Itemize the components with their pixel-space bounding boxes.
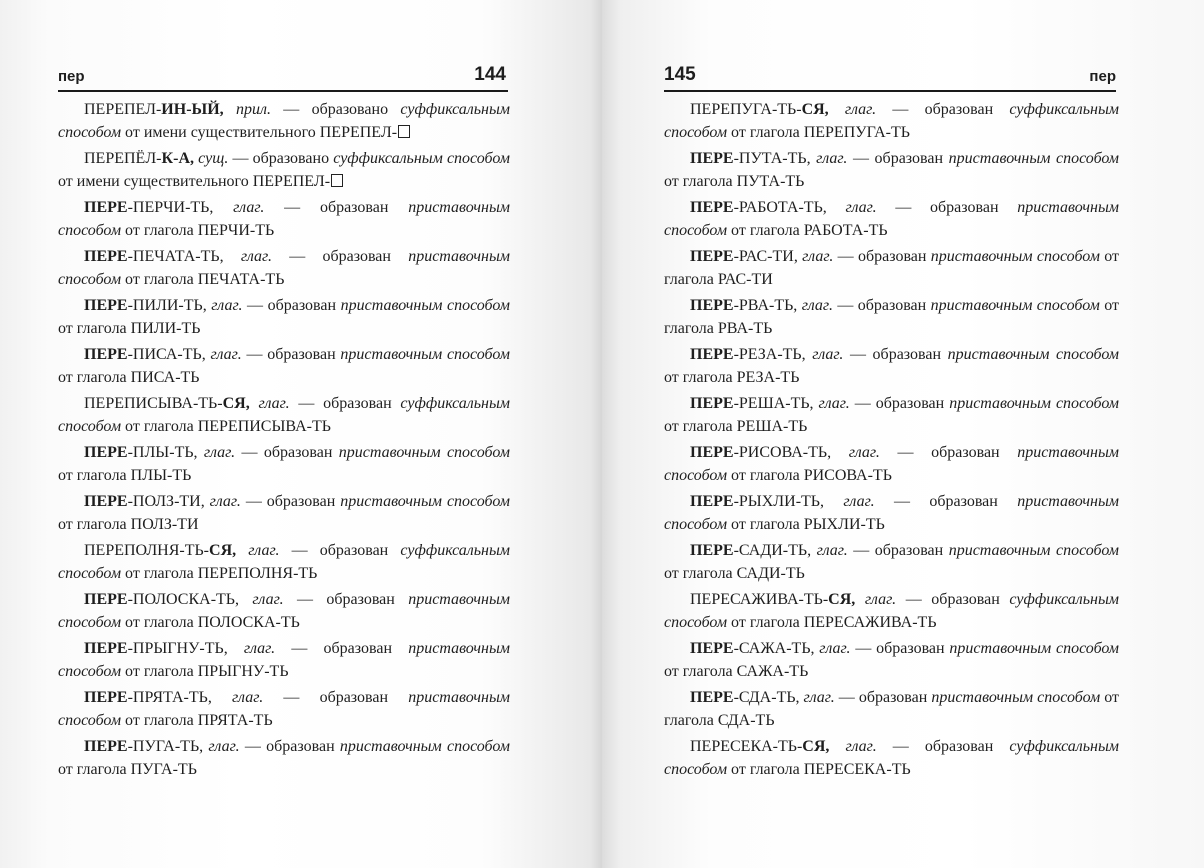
entry-italic-part: глаг. [243, 640, 276, 657]
entry-bold-part: ПЕРЕ [690, 395, 734, 412]
entry-text: -ПРЫГНУ-ТЬ, [127, 640, 244, 657]
dictionary-entry [664, 98, 1119, 144]
entry-text: — образован [263, 689, 409, 706]
entry-text: -РИСОВА-ТЬ, [733, 444, 849, 461]
entry-italic-part: приставочным способом [340, 297, 510, 314]
dictionary-entry [58, 147, 510, 193]
entry-list [58, 98, 510, 784]
entry-bold-part: ПЕРЕ [84, 444, 128, 461]
entry-text: — образован [850, 640, 950, 657]
entry-italic-part: глаг. [233, 199, 265, 216]
running-header [58, 62, 508, 92]
entry-text: от глагола ПЕРЕСАЖИВА-ТЬ [727, 614, 937, 631]
entry-text: — образован [241, 346, 341, 363]
entry-text: ПЕРЕПЁЛ- [84, 150, 162, 167]
entry-text: -ПУГА-ТЬ, [127, 738, 209, 755]
entry-italic-part: глаг. [248, 542, 280, 559]
dictionary-entry [58, 294, 510, 340]
entry-bold-part: ПЕРЕ [84, 640, 128, 657]
dictionary-entry [664, 343, 1119, 389]
entry-italic-part: глаг. [845, 738, 877, 755]
entry-text: — образован [240, 493, 341, 510]
entry-text: от глагола ПУТА-ТЬ [664, 173, 805, 190]
entry-list [664, 98, 1119, 784]
dictionary-entry [58, 98, 510, 144]
entry-italic-part: глаг. [203, 444, 236, 461]
entry-text: от глагола ПОЛОСКА-ТЬ [121, 614, 300, 631]
dictionary-entry [58, 490, 510, 536]
entry-text: — образован [876, 738, 1010, 755]
entry-text: от глагола ПУГА-ТЬ [58, 761, 197, 778]
entry-text: ПЕРЕПУГА-ТЬ- [690, 101, 802, 118]
entry-text: -ПОЛОСКА-ТЬ, [127, 591, 253, 608]
entry-italic-part: приставочным способом [338, 444, 510, 461]
dictionary-entry [58, 588, 510, 634]
dictionary-entry [664, 490, 1119, 536]
entry-italic-part: глаг. [208, 738, 240, 755]
entry-text: — образовано [228, 150, 334, 167]
entry-text: — образован [283, 591, 409, 608]
entry-text: — образован [235, 444, 339, 461]
right-page [602, 0, 1204, 868]
entry-text: от глагола РВА-ТЬ [664, 297, 1119, 337]
entry-bold-part: ПЕРЕ [84, 738, 128, 755]
entry-text: от глагола РЕЗА-ТЬ [664, 369, 800, 386]
entry-italic-part: глаг. [802, 248, 834, 265]
entry-text: — образован [876, 199, 1018, 216]
entry-italic-part: приставочным способом [58, 640, 510, 680]
entry-bold-part: ПЕРЕ [690, 444, 734, 461]
entry-italic-part: приставочным способом [58, 689, 510, 729]
entry-italic-part: приставочным способом [948, 150, 1119, 167]
entry-text: -ПРЯТА-ТЬ, [127, 689, 232, 706]
entry-text [236, 542, 248, 559]
entry-text: от глагола РЫХЛИ-ТЬ [727, 516, 885, 533]
entry-bold-part: ПЕРЕ [690, 493, 734, 510]
entry-text: — образован [272, 248, 409, 265]
entry-italic-part: приставочным способом [948, 542, 1119, 559]
entry-italic-part: приставочным способом [949, 395, 1119, 412]
entry-italic-part: приставочным способом [58, 248, 510, 288]
dictionary-entry [58, 735, 510, 781]
dictionary-entry [664, 637, 1119, 683]
entry-italic-part: приставочным способом [664, 493, 1119, 533]
dictionary-entry [58, 343, 510, 389]
entry-text: -ПИЛИ-ТЬ, [127, 297, 212, 314]
entry-text: от глагола ПИСА-ТЬ [58, 369, 200, 386]
entry-bold-part: ПЕРЕ [690, 297, 734, 314]
entry-text: ПЕРЕПИСЫВА-ТЬ- [84, 395, 223, 412]
dictionary-entry [58, 637, 510, 683]
entry-text: от глагола ПЕЧАТА-ТЬ [121, 271, 285, 288]
dictionary-entry [664, 294, 1119, 340]
entry-text: ПЕРЕСАЖИВА-ТЬ- [690, 591, 829, 608]
entry-text: — образован [242, 297, 341, 314]
entry-italic-part: глаг. [818, 395, 850, 412]
entry-italic-part: приставочным способом [930, 248, 1100, 265]
entry-text: -СДА-ТЬ, [733, 689, 804, 706]
entry-bold-part: ИН-ЫЙ, [161, 101, 224, 118]
entry-text: — образован [847, 542, 949, 559]
entry-italic-part: глаг. [211, 297, 243, 314]
entry-text: от глагола РАБОТА-ТЬ [727, 222, 888, 239]
entry-text [855, 591, 865, 608]
entry-bold-part: ПЕРЕ [690, 346, 734, 363]
entry-text: -ПОЛЗ-ТИ, [127, 493, 210, 510]
entry-italic-part: сущ. [198, 150, 229, 167]
entry-text: -РЕЗА-ТЬ, [733, 346, 813, 363]
entry-italic-part: приставочным способом [58, 591, 510, 631]
entry-text: ПЕРЕПОЛНЯ-ТЬ- [84, 542, 210, 559]
entry-italic-part: суффиксальным способом [664, 101, 1119, 141]
entry-italic-part: приставочным способом [664, 199, 1119, 239]
entry-bold-part: ПЕРЕ [84, 591, 128, 608]
entry-italic-part: глаг. [801, 297, 833, 314]
entry-text: от глагола РЕША-ТЬ [664, 418, 808, 435]
entry-italic-part: приставочным способом [947, 346, 1119, 363]
entry-bold-part: ПЕРЕ [690, 248, 734, 265]
entry-text [829, 738, 845, 755]
entry-text: от глагола ПЕРЧИ-ТЬ [121, 222, 275, 239]
entry-text: — образован [834, 689, 932, 706]
header-word: пер [58, 68, 85, 85]
entry-bold-part: СЯ, [209, 542, 237, 559]
entry-text: ПЕРЕСЕКА-ТЬ- [690, 738, 803, 755]
dictionary-entry [58, 196, 510, 242]
entry-italic-part: глаг. [240, 248, 273, 265]
entry-text: -САДИ-ТЬ, [733, 542, 817, 559]
entry-italic-part: глаг. [845, 199, 877, 216]
entry-text: ПЕРЕПЕЛ- [84, 101, 162, 118]
entry-bold-part: К-А, [161, 150, 194, 167]
entry-italic-part: глаг. [258, 395, 290, 412]
entry-bold-part: ПЕРЕ [690, 150, 734, 167]
entry-italic-part: глаг. [843, 493, 875, 510]
entry-bold-part: ПЕРЕ [690, 542, 734, 559]
entry-text: от глагола РИСОВА-ТЬ [727, 467, 892, 484]
dictionary-entry [664, 147, 1119, 193]
entry-italic-part: суффиксальным способом [664, 591, 1119, 631]
entry-italic-part: приставочным способом [340, 346, 510, 363]
dictionary-entry [58, 392, 510, 438]
entry-text [829, 101, 845, 118]
entry-text: от глагола ПРЯТА-ТЬ [121, 712, 273, 729]
entry-italic-part: глаг. [803, 689, 835, 706]
entry-italic-part: глаг. [816, 542, 848, 559]
entry-text: -ПУТА-ТЬ, [733, 150, 817, 167]
entry-text: — образован [239, 738, 340, 755]
dictionary-entry [58, 686, 510, 732]
entry-text: — образован [879, 444, 1018, 461]
entry-text: — образован [874, 493, 1018, 510]
entry-bold-part: СЯ, [222, 395, 250, 412]
entry-text: -САЖА-ТЬ, [733, 640, 820, 657]
entry-bold-part: ПЕРЕ [690, 689, 734, 706]
entry-text: от глагола ПЕРЕПУГА-ТЬ [727, 124, 910, 141]
dictionary-entry [664, 539, 1119, 585]
entry-italic-part: глаг. [864, 591, 897, 608]
dictionary-entry [664, 588, 1119, 634]
entry-text: -РВА-ТЬ, [733, 297, 802, 314]
entry-italic-part: глаг. [252, 591, 284, 608]
entry-italic-part: суффиксальным способом [333, 150, 510, 167]
entry-text: от глагола ПИЛИ-ТЬ [58, 320, 201, 337]
null-suffix-box [398, 125, 410, 138]
entry-text: -ПИСА-ТЬ, [127, 346, 211, 363]
entry-text: от глагола ПОЛЗ-ТИ [58, 516, 199, 533]
entry-bold-part: СЯ, [801, 101, 829, 118]
dictionary-entry [664, 735, 1119, 781]
entry-text [224, 101, 236, 118]
page-number: 144 [474, 64, 506, 85]
entry-text: от глагола ПЕРЕПИСЫВА-ТЬ [121, 418, 331, 435]
entry-italic-part: приставочным способом [930, 297, 1100, 314]
entry-italic-part: глаг. [816, 150, 848, 167]
entry-text: от имени существительного ПЕРЕПЕЛ- [121, 124, 398, 141]
entry-bold-part: ПЕРЕ [690, 199, 734, 216]
entry-text: от имени существительного ПЕРЕПЕЛ- [58, 173, 331, 190]
entry-italic-part: глаг. [232, 689, 264, 706]
entry-text: -РАБОТА-ТЬ, [733, 199, 846, 216]
entry-text: от глагола ПЛЫ-ТЬ [58, 467, 192, 484]
entry-bold-part: СЯ, [828, 591, 856, 608]
entry-text: -РЕША-ТЬ, [733, 395, 819, 412]
entry-text: — образован [876, 101, 1010, 118]
dictionary-entry [58, 539, 510, 585]
entry-text: — образовано [270, 101, 401, 118]
entry-text: от глагола СДА-ТЬ [664, 689, 1119, 729]
dictionary-entry [664, 245, 1119, 291]
entry-text: — образован [279, 542, 401, 559]
entry-italic-part: суффиксальным способом [664, 738, 1119, 778]
entry-text: — образован [843, 346, 948, 363]
entry-italic-part: прил. [235, 101, 271, 118]
entry-text: -ПЛЫ-ТЬ, [127, 444, 204, 461]
entry-italic-part: суффиксальным способом [58, 395, 510, 435]
null-suffix-box [331, 174, 343, 187]
entry-text: от глагола САДИ-ТЬ [664, 565, 805, 582]
entry-text: от глагола САЖА-ТЬ [664, 663, 809, 680]
entry-text: — образован [896, 591, 1010, 608]
entry-text: — образован [264, 199, 409, 216]
entry-italic-part: глаг. [819, 640, 851, 657]
entry-text: от глагола ПЕРЕПОЛНЯ-ТЬ [121, 565, 318, 582]
entry-italic-part: глаг. [210, 346, 242, 363]
entry-italic-part: суффиксальным способом [58, 101, 510, 141]
dictionary-entry [664, 686, 1119, 732]
entry-text: от глагола РАС-ТИ [664, 248, 1119, 288]
dictionary-entry [664, 441, 1119, 487]
entry-italic-part: приставочным способом [339, 738, 510, 755]
header-word: пер [1089, 68, 1116, 85]
entry-text: — образован [849, 395, 950, 412]
entry-italic-part: глаг. [209, 493, 241, 510]
entry-bold-part: ПЕРЕ [84, 689, 128, 706]
entry-text: от глагола ПРЫГНУ-ТЬ [121, 663, 289, 680]
entry-bold-part: СЯ, [802, 738, 830, 755]
entry-text: от глагола ПЕРЕСЕКА-ТЬ [727, 761, 911, 778]
running-header [664, 62, 1116, 92]
entry-text: — образован [833, 248, 931, 265]
entry-italic-part: приставочным способом [58, 199, 510, 239]
entry-italic-part: глаг. [844, 101, 877, 118]
entry-text: — образован [275, 640, 409, 657]
entry-text: -ПЕРЧИ-ТЬ, [127, 199, 234, 216]
entry-bold-part: ПЕРЕ [84, 297, 128, 314]
entry-italic-part: приставочным способом [931, 689, 1101, 706]
entry-text: — образован [832, 297, 931, 314]
entry-italic-part: приставочным способом [949, 640, 1119, 657]
entry-bold-part: ПЕРЕ [690, 640, 734, 657]
dictionary-entry [664, 196, 1119, 242]
dictionary-entry [58, 441, 510, 487]
page-number: 145 [664, 64, 696, 85]
entry-text: -РЫХЛИ-ТЬ, [733, 493, 844, 510]
dictionary-entry [58, 245, 510, 291]
entry-text: -РАС-ТИ, [733, 248, 803, 265]
entry-italic-part: глаг. [848, 444, 880, 461]
entry-text: -ПЕЧАТА-ТЬ, [127, 248, 241, 265]
entry-bold-part: ПЕРЕ [84, 248, 128, 265]
entry-italic-part: приставочным способом [664, 444, 1119, 484]
entry-italic-part: приставочным способом [340, 493, 510, 510]
entry-bold-part: ПЕРЕ [84, 199, 128, 216]
entry-bold-part: ПЕРЕ [84, 346, 128, 363]
entry-text: — образован [847, 150, 949, 167]
entry-italic-part: суффиксальным способом [58, 542, 510, 582]
entry-italic-part: глаг. [812, 346, 844, 363]
dictionary-entry [664, 392, 1119, 438]
entry-bold-part: ПЕРЕ [84, 493, 128, 510]
entry-text: — образован [289, 395, 401, 412]
